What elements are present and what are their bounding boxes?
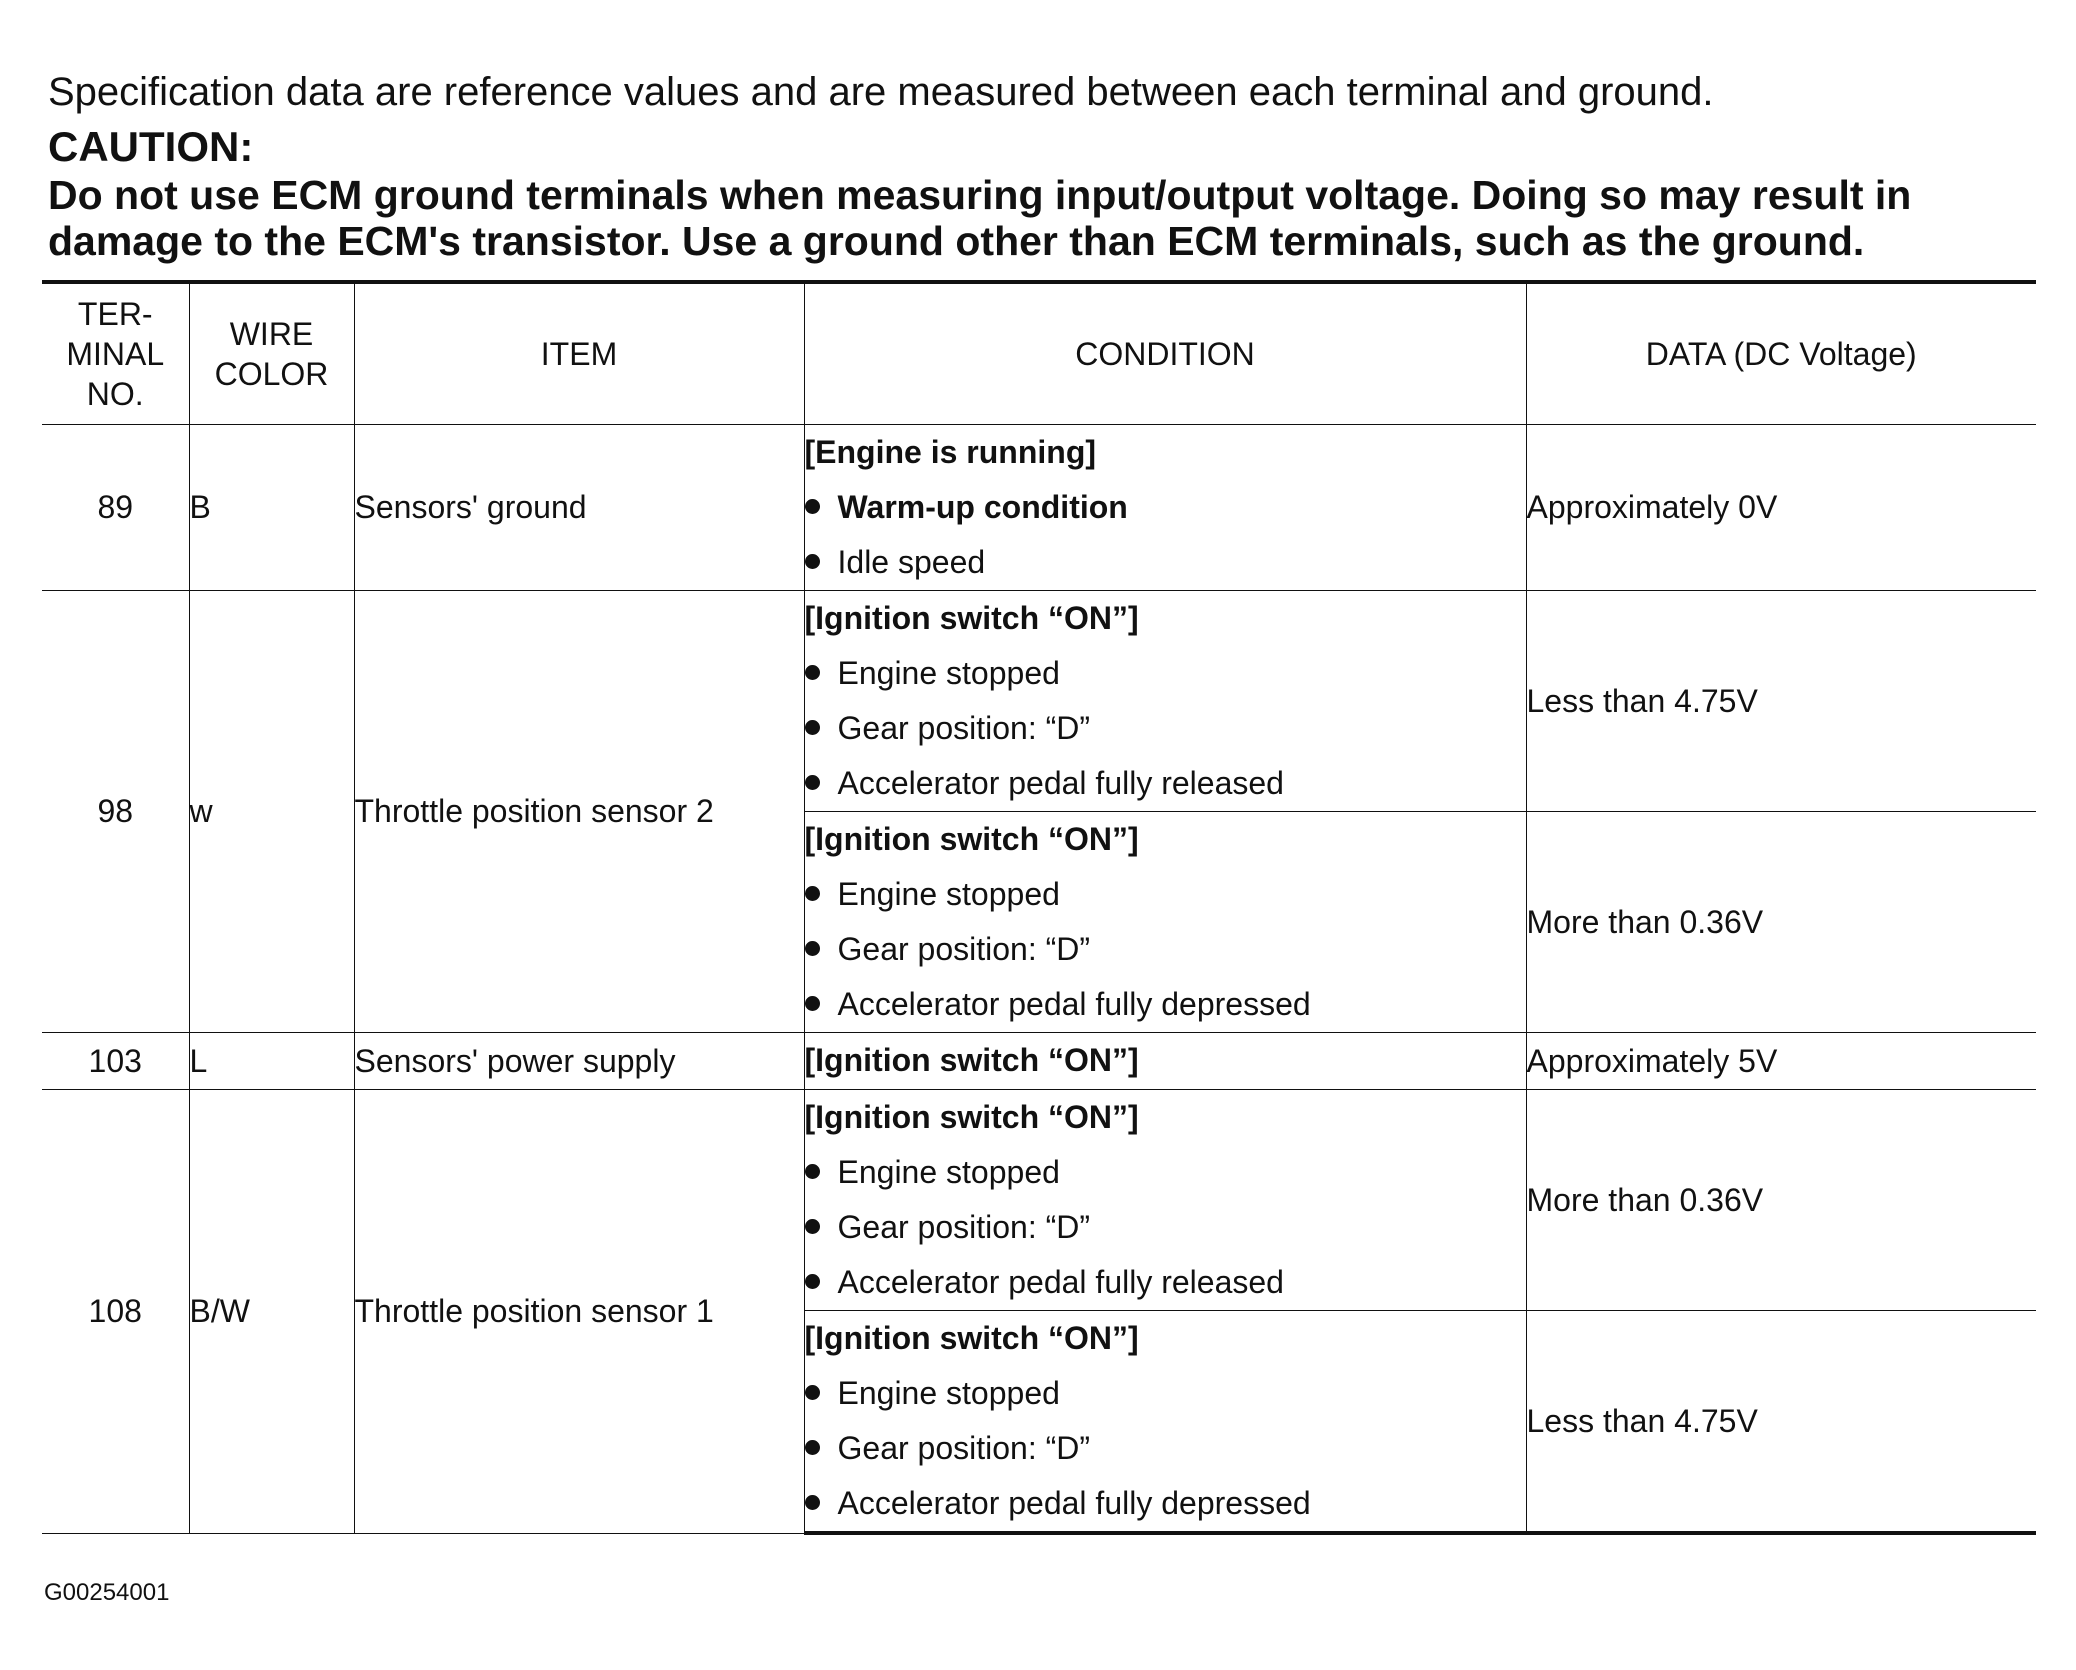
bullet-icon <box>805 886 820 901</box>
bullet-icon <box>805 1495 820 1510</box>
terminal-no: 103 <box>42 1033 189 1090</box>
bullet-icon <box>805 1219 820 1234</box>
condition-heading: [Ignition switch “ON”] <box>804 1042 1139 1078</box>
condition-item: Engine stopped <box>805 1366 1526 1421</box>
condition-cell <box>804 591 1526 812</box>
wire-color: B <box>189 425 354 591</box>
intro-text: Specification data are reference values and are measured between each terminal and ground. <box>48 70 1714 114</box>
condition-item: Idle speed <box>805 535 1526 590</box>
header-condition: CONDITION <box>804 282 1526 425</box>
data-value: Approximately 0V <box>1526 425 2036 591</box>
bullet-icon <box>805 941 820 956</box>
bullet-icon <box>805 1440 820 1455</box>
condition-item: Accelerator pedal fully depressed <box>805 1476 1526 1531</box>
condition-item: Engine stopped <box>805 867 1526 922</box>
wire-color: B/W <box>189 1090 354 1534</box>
condition-cell <box>804 425 1526 591</box>
item-name: Sensors' power supply <box>354 1033 804 1090</box>
condition-item: Gear position: “D” <box>805 1200 1526 1255</box>
item-name: Sensors' ground <box>354 425 804 591</box>
table-header-row <box>42 282 2036 425</box>
bullet-icon <box>805 775 820 790</box>
wire-color: L <box>189 1033 354 1090</box>
table-row <box>42 1033 2036 1090</box>
terminal-no: 108 <box>42 1090 189 1534</box>
condition-heading: [Ignition switch “ON”] <box>804 821 1139 857</box>
bullet-icon <box>805 1164 820 1179</box>
condition-item: Accelerator pedal fully released <box>805 756 1526 811</box>
condition-heading: [Engine is running] <box>804 434 1097 470</box>
bullet-icon <box>805 1385 820 1400</box>
wire-color: w <box>189 591 354 1033</box>
condition-item: Accelerator pedal fully released <box>805 1255 1526 1310</box>
condition-cell <box>804 812 1526 1033</box>
item-name: Throttle position sensor 1 <box>354 1090 804 1534</box>
header-terminal-no: TER- MINAL NO. <box>42 282 189 425</box>
condition-heading: [Ignition switch “ON”] <box>804 1320 1139 1356</box>
header-data: DATA (DC Voltage) <box>1526 282 2036 425</box>
condition-item: Accelerator pedal fully depressed <box>805 977 1526 1032</box>
bullet-icon <box>805 499 820 514</box>
data-value: More than 0.36V <box>1526 812 2036 1033</box>
table-row <box>42 1090 2036 1311</box>
bullet-icon <box>805 720 820 735</box>
condition-cell <box>804 1090 1526 1311</box>
data-value: Less than 4.75V <box>1526 591 2036 812</box>
caution-title: CAUTION: <box>48 123 254 170</box>
condition-item: Engine stopped <box>805 1145 1526 1200</box>
table-row <box>42 591 2036 812</box>
condition-heading: [Ignition switch “ON”] <box>804 600 1139 636</box>
data-value: More than 0.36V <box>1526 1090 2036 1311</box>
condition-item: Engine stopped <box>805 646 1526 701</box>
terminal-no: 89 <box>42 425 189 591</box>
bullet-icon <box>805 1274 820 1289</box>
bullet-icon <box>805 996 820 1011</box>
terminal-no: 98 <box>42 591 189 1033</box>
condition-item: Gear position: “D” <box>805 922 1526 977</box>
header-wire-color: WIRE COLOR <box>189 282 354 425</box>
condition-item: Warm-up condition <box>805 480 1526 535</box>
caution-text: Do not use ECM ground terminals when measuring input/output voltage. Doing so may result in damage to the ECM's transistor. Use a ground other than ECM terminals, such as the ground. <box>48 172 1912 264</box>
ecm-terminal-spec-table <box>42 280 2036 1535</box>
data-value: Less than 4.75V <box>1526 1311 2036 1534</box>
condition-cell <box>804 1033 1526 1090</box>
condition-heading: [Ignition switch “ON”] <box>804 1099 1139 1135</box>
data-value: Approximately 5V <box>1526 1033 2036 1090</box>
item-name: Throttle position sensor 2 <box>354 591 804 1033</box>
condition-item: Gear position: “D” <box>805 701 1526 756</box>
header-item: ITEM <box>354 282 804 425</box>
condition-cell <box>804 1311 1526 1534</box>
bullet-icon <box>805 554 820 569</box>
condition-item: Gear position: “D” <box>805 1421 1526 1476</box>
figure-id: G00254001 <box>44 1579 170 1606</box>
bullet-icon <box>805 665 820 680</box>
table-row <box>42 425 2036 591</box>
